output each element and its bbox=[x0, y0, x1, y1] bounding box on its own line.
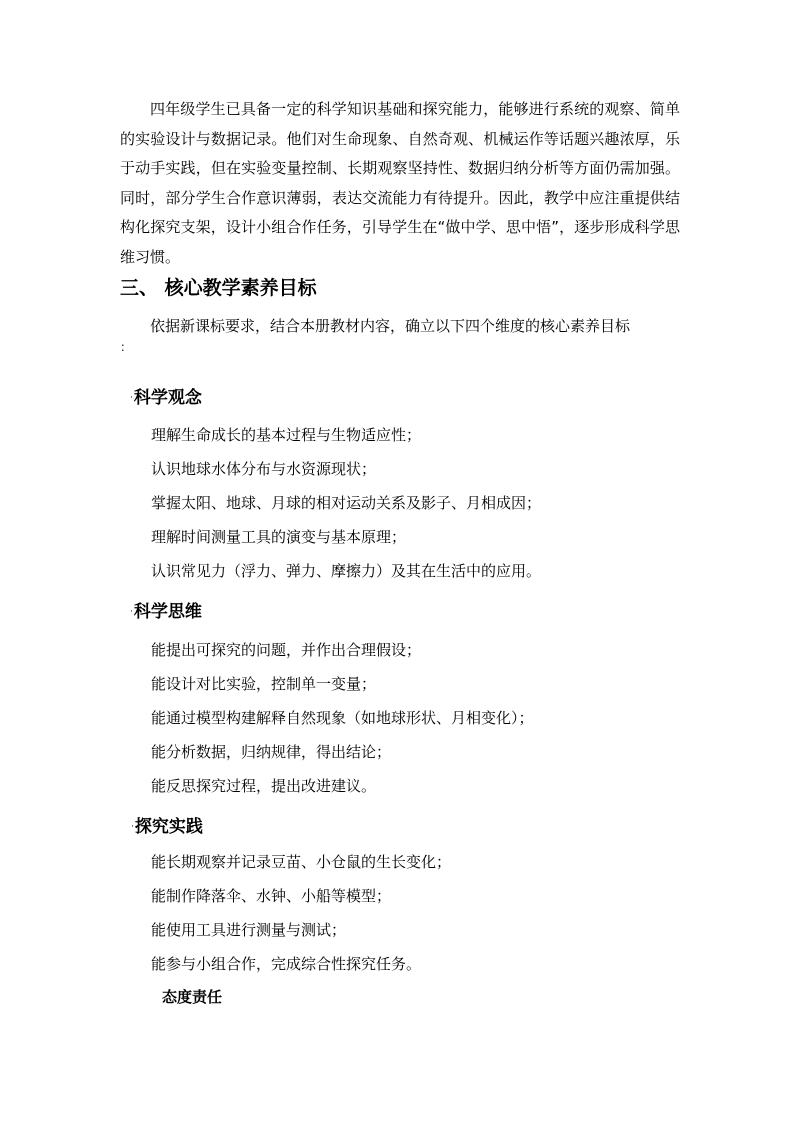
bullet-dot-icon: · bbox=[130, 607, 133, 617]
subsection-heading-attitude-responsibility: 态度责任 bbox=[162, 988, 223, 1006]
list-item: 能参与小组合作，完成综合性探究任务。 bbox=[151, 955, 422, 973]
science-thinking-list bbox=[151, 640, 534, 810]
list-item: 能长期观察并记录豆苗、小仓鼠的生长变化； bbox=[151, 853, 452, 871]
basis-colon: ： bbox=[120, 340, 133, 354]
list-item: 认识常见力（浮力、弹力、摩擦力）及其在生活中的应用。 bbox=[151, 562, 542, 580]
list-item: 能设计对比实验，控制单一变量； bbox=[151, 675, 377, 693]
subsection-heading-science-thinking: ·科学思维 bbox=[130, 602, 202, 622]
list-item: 能通过模型构建解释自然现象（如地球形状、月相变化）； bbox=[151, 709, 534, 727]
bullet-dot-icon: · bbox=[130, 393, 133, 403]
basis-paragraph: 依据新课标要求，结合本册教材内容，确立以下四个维度的核心素养目标 bbox=[150, 317, 631, 335]
list-item: 掌握太阳、地球、月球的相对运动关系及影子、月相成因； bbox=[151, 494, 542, 512]
list-item: 能提出可探究的问题，并作出合理假设； bbox=[151, 641, 422, 659]
subsection-heading-inquiry-practice: ·探究实践 bbox=[131, 817, 203, 837]
bullet-dot-icon: · bbox=[131, 822, 134, 832]
list-item: 能制作降落伞、水钟、小船等模型； bbox=[151, 887, 392, 905]
intro-paragraph: 四年级学生已具备一定的科学知识基础和探究能力，能够进行系统的观察、简单的实验设计与数据记录。他们对生命现象、自然奇观、机械运作等话题兴趣浓厚，乐于动手实践，但在实验变量控制、长期观察坚持性、数据归纳分析等方面仍需加强。同时，部分学生合作意识薄弱，表达交流能力有待提升。因此，教学中应注重提供结构化探究支架，设计小组合作任务，引导学生在“做中学、思中悟”，逐步形成科学思维习惯。 bbox=[120, 100, 680, 266]
list-item: 能使用工具进行测量与测试； bbox=[151, 921, 347, 939]
subsection-heading-science-concepts: ·科学观念 bbox=[130, 388, 202, 408]
list-item: 能反思探究过程，提出改进建议。 bbox=[151, 777, 377, 795]
section-heading: 三、 核心教学素养目标 bbox=[120, 277, 317, 299]
list-item: 认识地球水体分布与水资源现状； bbox=[151, 460, 377, 478]
list-item: 能分析数据，归纳规律，得出结论； bbox=[151, 743, 392, 761]
list-item: 理解时间测量工具的演变与基本原理； bbox=[151, 528, 407, 546]
list-item: 理解生命成长的基本过程与生物适应性； bbox=[151, 426, 422, 444]
science-concepts-list bbox=[151, 425, 541, 595]
inquiry-practice-list bbox=[151, 852, 451, 988]
